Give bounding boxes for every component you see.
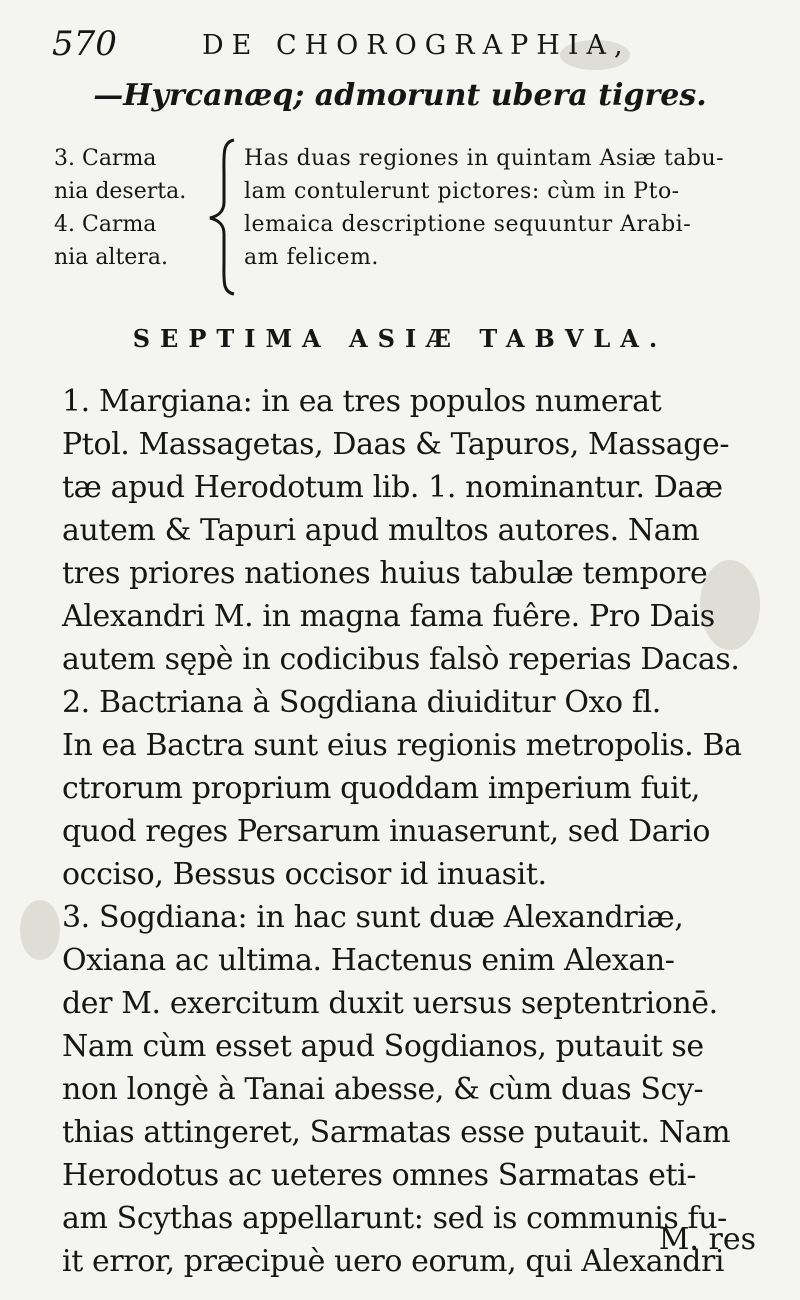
- text-line: Nam cùm esset apud Sogdianos, putauit se: [62, 1029, 704, 1064]
- verse-quotation: —Hyrcanæq; admorunt ubera tigres.: [93, 78, 707, 113]
- text-line: am Scythas appellarunt: sed is communis fu-: [62, 1201, 727, 1236]
- text-line: autem sępè in codicibus falsò reperias Dacas.: [62, 642, 740, 677]
- text-line: 2. Bactriana à Sogdiana diuiditur Oxo fl.: [62, 685, 661, 720]
- text-line: Alexandri M. in magna fama fuêre. Pro Dais: [62, 599, 715, 634]
- page-header: [52, 24, 752, 68]
- curly-brace-icon: [204, 136, 244, 296]
- region-label-line: nia deserta.: [54, 179, 187, 204]
- region-label-line: 3. Carma: [54, 146, 157, 171]
- region-note-line: am felicem.: [244, 245, 379, 270]
- text-line: Herodotus ac ueteres omnes Sarmatas eti-: [62, 1158, 697, 1193]
- region-label-line: 4. Carma: [54, 212, 157, 237]
- region-label-line: nia altera.: [54, 245, 168, 270]
- paper-stain: [20, 900, 60, 960]
- text-line: autem & Tapuri apud multos autores. Nam: [62, 513, 700, 548]
- body-text: [62, 380, 762, 1283]
- section-title: SEPTIMA ASIÆ TABVLA.: [132, 324, 668, 353]
- text-line: quod reges Persarum inuaserunt, sed Dario: [62, 814, 710, 849]
- regions-block: [54, 142, 774, 302]
- catchword: M. res: [658, 1222, 756, 1257]
- running-title: DE CHOROGRAPHIA,: [202, 30, 631, 61]
- region-note-line: lemaica descriptione sequuntur Arabi-: [244, 212, 692, 237]
- text-line: ctrorum proprium quoddam imperium fuit,: [62, 771, 701, 806]
- text-line: tæ apud Herodotum lib. 1. nominantur. Daæ: [62, 470, 723, 505]
- region-note-line: Has duas regiones in quintam Asiæ tabu-: [244, 146, 725, 171]
- region-note: [244, 142, 779, 274]
- text-line: der M. exercitum duxit uersus septentrionē.: [62, 986, 718, 1021]
- text-line: In ea Bactra sunt eius regionis metropolis. Ba: [62, 728, 742, 763]
- text-line: thias attingeret, Sarmatas esse putauit. Nam: [62, 1115, 731, 1150]
- page-number: 570: [52, 24, 117, 64]
- text-line: tres priores nationes huius tabulæ tempore: [62, 556, 708, 591]
- text-line: 3. Sogdiana: in hac sunt duæ Alexandriæ,: [62, 900, 684, 935]
- text-line: 1. Margiana: in ea tres populos numerat: [62, 384, 662, 419]
- region-note-line: lam contulerunt pictores: cùm in Pto-: [244, 179, 680, 204]
- region-labels: [54, 142, 229, 274]
- text-line: Oxiana ac ultima. Hactenus enim Alexan-: [62, 943, 675, 978]
- text-line: occiso, Bessus occisor id inuasit.: [62, 857, 547, 892]
- text-line: Ptol. Massagetas, Daas & Tapuros, Massage-: [62, 427, 730, 462]
- text-line: non longè à Tanai abesse, & cùm duas Scy-: [62, 1072, 704, 1107]
- text-line: it error, præcipuè uero eorum, qui Alexandri: [62, 1244, 725, 1279]
